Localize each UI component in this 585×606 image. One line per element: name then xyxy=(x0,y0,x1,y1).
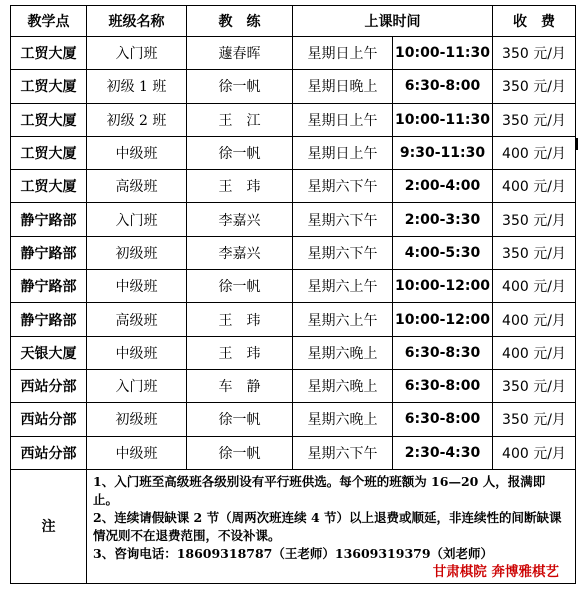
table-row xyxy=(11,369,576,402)
day-cell: 星期六下午 xyxy=(293,203,393,236)
teacher-cell: 车 静 xyxy=(187,369,293,402)
teacher-cell: 李嘉兴 xyxy=(187,203,293,236)
time-cell: 10:00-11:30 xyxy=(393,103,493,136)
fee-cell: 400 元/月 xyxy=(493,336,576,369)
day-cell: 星期六下午 xyxy=(293,236,393,269)
fee-cell: 350 元/月 xyxy=(493,203,576,236)
notes-body xyxy=(87,469,576,583)
day-cell: 星期日晚上 xyxy=(293,70,393,103)
teacher-cell: 蘧春晖 xyxy=(187,37,293,70)
venue-cell: 工贸大厦 xyxy=(11,70,87,103)
header-row xyxy=(11,6,576,37)
note-line-3: 3、咨询电话：18609318787（王老师）13609319379（刘老师） xyxy=(93,545,494,561)
teacher-cell: 李嘉兴 xyxy=(187,236,293,269)
class-name-cell: 初级班 xyxy=(87,403,187,436)
day-cell: 星期日上午 xyxy=(293,103,393,136)
table-row xyxy=(11,170,576,203)
fee-cell: 350 元/月 xyxy=(493,403,576,436)
fee-cell: 400 元/月 xyxy=(493,436,576,469)
venue-cell: 工贸大厦 xyxy=(11,103,87,136)
table-row xyxy=(11,336,576,369)
note-line-2: 2、连续请假缺课 2 节（周两次班连续 4 节）以上退费或顺延，非连续性的间断缺课情况则不在退费范围，不设补课。 xyxy=(93,509,562,543)
class-name-cell: 初级 1 班 xyxy=(87,70,187,103)
teacher-cell: 王 玮 xyxy=(187,170,293,203)
fee-cell: 400 元/月 xyxy=(493,270,576,303)
time-cell: 9:30-11:30 xyxy=(393,136,493,169)
class-name-cell: 中级班 xyxy=(87,436,187,469)
venue-cell: 工贸大厦 xyxy=(11,37,87,70)
time-cell: 2:30-4:30 xyxy=(393,436,493,469)
table-row xyxy=(11,270,576,303)
teacher-cell: 王 江 xyxy=(187,103,293,136)
venue-cell: 西站分部 xyxy=(11,369,87,402)
day-cell: 星期六上午 xyxy=(293,270,393,303)
edge-tick-mark xyxy=(576,138,578,150)
fee-cell: 400 元/月 xyxy=(493,303,576,336)
venue-cell: 静宁路部 xyxy=(11,203,87,236)
class-name-cell: 入门班 xyxy=(87,37,187,70)
class-name-cell: 高级班 xyxy=(87,170,187,203)
notes-row xyxy=(11,469,576,583)
time-cell: 2:00-3:30 xyxy=(393,203,493,236)
table-row xyxy=(11,436,576,469)
notes-label: 注 xyxy=(11,469,87,583)
class-name-cell: 初级班 xyxy=(87,236,187,269)
time-cell: 10:00-11:30 xyxy=(393,37,493,70)
venue-cell: 西站分部 xyxy=(11,436,87,469)
day-cell: 星期日上午 xyxy=(293,136,393,169)
table-row xyxy=(11,303,576,336)
time-cell: 10:00-12:00 xyxy=(393,303,493,336)
teacher-cell: 王 玮 xyxy=(187,336,293,369)
fee-cell: 350 元/月 xyxy=(493,103,576,136)
class-name-cell: 入门班 xyxy=(87,369,187,402)
time-cell: 2:00-4:00 xyxy=(393,170,493,203)
teacher-cell: 徐一帆 xyxy=(187,136,293,169)
time-cell: 4:00-5:30 xyxy=(393,236,493,269)
teacher-cell: 徐一帆 xyxy=(187,70,293,103)
table-row xyxy=(11,70,576,103)
day-cell: 星期六上午 xyxy=(293,303,393,336)
table-row xyxy=(11,203,576,236)
time-cell: 10:00-12:00 xyxy=(393,270,493,303)
note-line-1: 1、入门班至高级班各级别设有平行班供选。每个班的班额为 16—20 人，报满即止。 xyxy=(93,473,546,507)
time-cell: 6:30-8:30 xyxy=(393,336,493,369)
day-cell: 星期六晚上 xyxy=(293,369,393,402)
teacher-cell: 徐一帆 xyxy=(187,270,293,303)
venue-cell: 静宁路部 xyxy=(11,236,87,269)
header-class-name: 班级名称 xyxy=(87,6,187,37)
table-row xyxy=(11,136,576,169)
venue-cell: 天银大厦 xyxy=(11,336,87,369)
fee-cell: 350 元/月 xyxy=(493,236,576,269)
teacher-cell: 徐一帆 xyxy=(187,436,293,469)
class-name-cell: 中级班 xyxy=(87,270,187,303)
table-row xyxy=(11,236,576,269)
table-row xyxy=(11,403,576,436)
time-cell: 6:30-8:00 xyxy=(393,70,493,103)
day-cell: 星期六下午 xyxy=(293,436,393,469)
venue-cell: 静宁路部 xyxy=(11,303,87,336)
header-teacher: 教 练 xyxy=(187,6,293,37)
fee-cell: 350 元/月 xyxy=(493,70,576,103)
table-row xyxy=(11,37,576,70)
day-cell: 星期六晚上 xyxy=(293,336,393,369)
header-venue: 教学点 xyxy=(11,6,87,37)
venue-cell: 工贸大厦 xyxy=(11,170,87,203)
day-cell: 星期六晚上 xyxy=(293,403,393,436)
day-cell: 星期日上午 xyxy=(293,37,393,70)
class-name-cell: 高级班 xyxy=(87,303,187,336)
fee-cell: 350 元/月 xyxy=(493,37,576,70)
class-name-cell: 中级班 xyxy=(87,336,187,369)
class-name-cell: 中级班 xyxy=(87,136,187,169)
class-name-cell: 入门班 xyxy=(87,203,187,236)
header-fee: 收 费 xyxy=(493,6,576,37)
fee-cell: 350 元/月 xyxy=(493,369,576,402)
fee-cell: 400 元/月 xyxy=(493,170,576,203)
teacher-cell: 王 玮 xyxy=(187,303,293,336)
teacher-cell: 徐一帆 xyxy=(187,403,293,436)
venue-cell: 静宁路部 xyxy=(11,270,87,303)
venue-cell: 工贸大厦 xyxy=(11,136,87,169)
fee-cell: 400 元/月 xyxy=(493,136,576,169)
class-name-cell: 初级 2 班 xyxy=(87,103,187,136)
class-schedule-table xyxy=(10,5,576,584)
time-cell: 6:30-8:00 xyxy=(393,403,493,436)
time-cell: 6:30-8:00 xyxy=(393,369,493,402)
table-row xyxy=(11,103,576,136)
header-schedule: 上课时间 xyxy=(293,6,493,37)
signature-text: 甘肃棋院 奔博雅棋艺 xyxy=(432,563,559,580)
day-cell: 星期六下午 xyxy=(293,170,393,203)
venue-cell: 西站分部 xyxy=(11,403,87,436)
